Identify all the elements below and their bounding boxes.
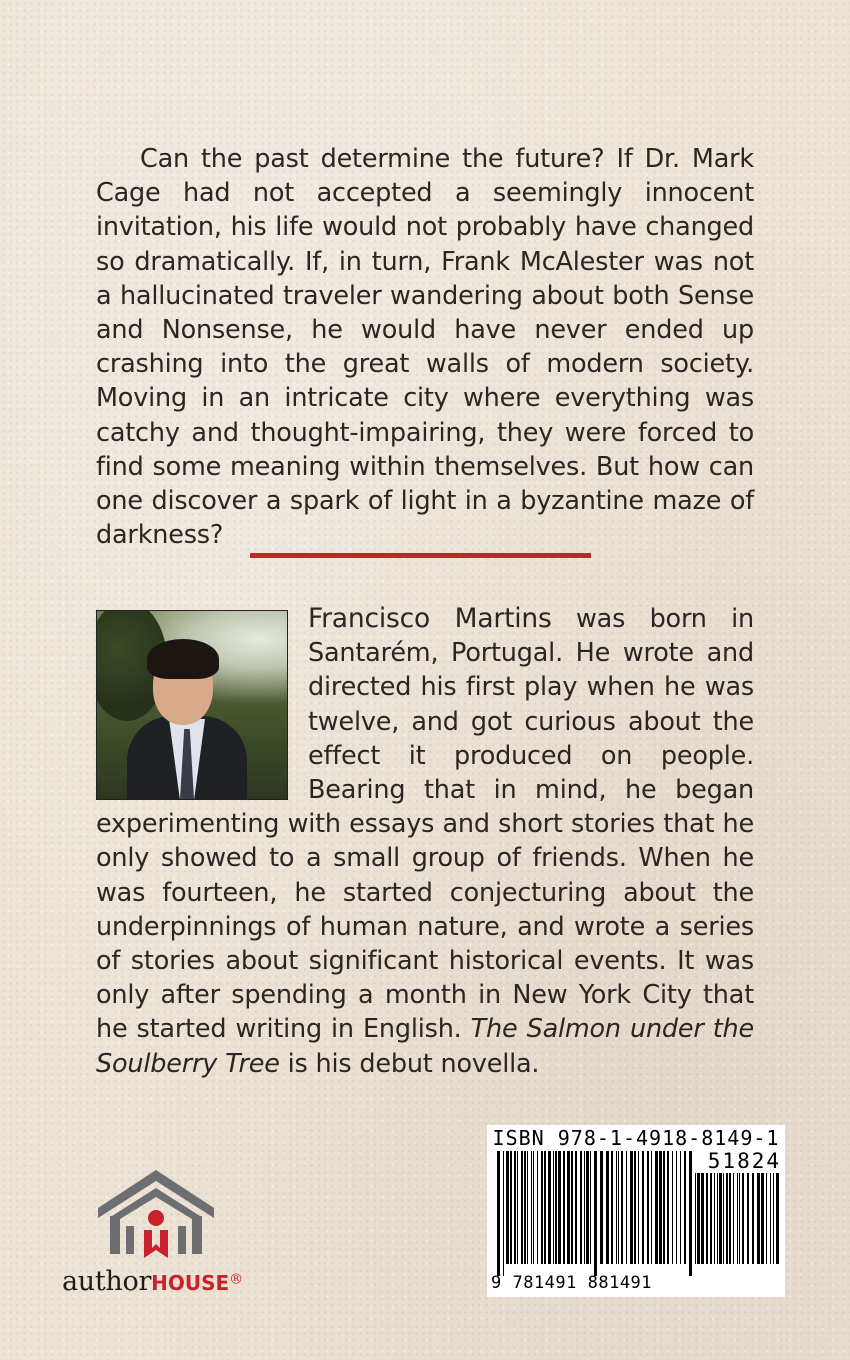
book-title: The Salmon under the Soulberry Tree	[96, 1014, 755, 1079]
author-bio	[96, 602, 754, 1081]
red-divider	[250, 553, 591, 558]
bio-text-part2: is his debut novella.	[279, 1048, 540, 1079]
publisher-logo	[62, 1168, 272, 1308]
house-logo-icon	[96, 1168, 216, 1263]
bio-text-part1: was born in Santarém, Portugal. He wrote and directed his first play when he was twelve, and got curious about the effect it produced on people. Bearing that in mind, he began experimenting with essays and short stories that he only showed to a small group of friends. When he was fourteen, he started conjecturing about the underpinnings of human nature, and wrote a series of stories about significant historical events. It was only after spending a month in New York City that he started writing in English.	[96, 604, 754, 1045]
barcode-addon-bars	[695, 1173, 779, 1276]
isbn-barcode	[487, 1125, 785, 1297]
barcode-bars	[497, 1151, 692, 1276]
barcode-digits: 9 781491 881491	[491, 1273, 653, 1293]
back-cover-blurb: Can the past determine the future? If Dr. Mark Cage had not accepted a seemingly innocent invitation, his life would not probably have changed so dramatically. If, in turn, Frank McAlester was not a hallucinated traveler wandering about both Sense and Nonsense, he would have never ended up crashing into the great walls of modern society. Moving in an intricate city where everything was catchy and thought-impairing, they were forced to find some meaning within themselves. But how can one discover a spark of light in a byzantine maze of darkness?	[96, 144, 754, 551]
author-photo	[96, 610, 288, 800]
price-code: 51824	[707, 1149, 781, 1173]
author-name: Francisco Martins	[308, 603, 552, 634]
publisher-wordmark: authorHOUSE®	[62, 1266, 244, 1297]
isbn-label: ISBN 978-1-4918-8149-1	[492, 1126, 780, 1150]
